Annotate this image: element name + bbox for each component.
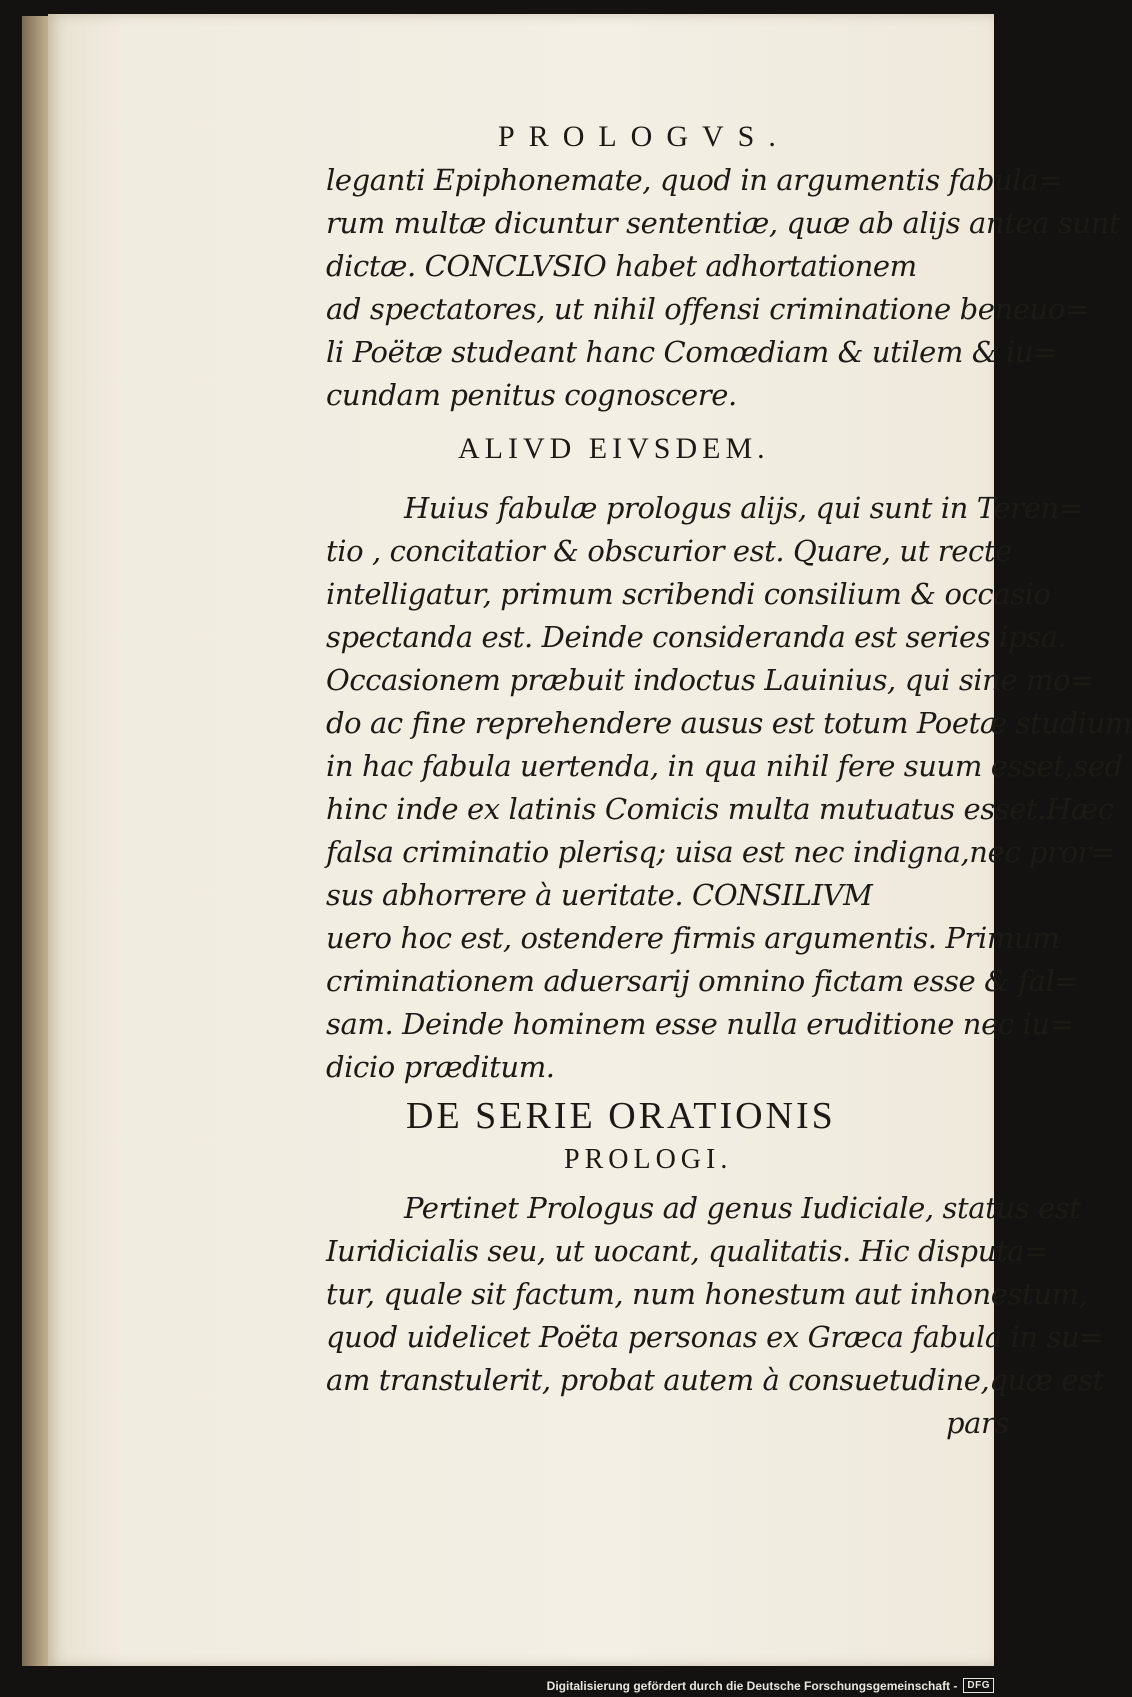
section-heading: ALIVD EIVSDEM. — [458, 432, 770, 465]
text-line: quod uidelicet Poëta personas ex Græca fabula in su= — [326, 1320, 1104, 1354]
text-line: falsa criminatio plerisq; uisa est nec indigna,nec pror= — [326, 835, 1116, 869]
text-line: Pertinet Prologus ad genus Iudiciale, status est — [404, 1191, 1081, 1225]
text-line: Iuridicialis seu, ut uocant, qualitatis. Hic disputa= — [326, 1234, 1049, 1268]
text-line: cundam penitus cognoscere. — [326, 378, 737, 412]
text-line: do ac fine reprehendere ausus est totum Poetæ studium — [326, 706, 1132, 740]
text-line: Occasionem præbuit indoctus Lauinius, qui sine mo= — [326, 663, 1095, 697]
text-line: in hac fabula uertenda, in qua nihil fere suum esset,sed — [326, 749, 1123, 783]
text-line: ad spectatores, ut nihil offensi criminatione beneuo= — [326, 292, 1089, 326]
book-page — [48, 14, 1132, 1666]
text-line: criminationem aduersarij omnino fictam esse & fal= — [326, 964, 1079, 998]
section-subheading: PROLOGI. — [564, 1144, 733, 1175]
text-line: rum multæ dicuntur sententiæ, quæ ab alijs antea sunt — [326, 206, 1121, 240]
text-line: spectanda est. Deinde consideranda est series ipsa. — [326, 620, 1067, 654]
text-line: tur, quale sit factum, num honestum aut inhonestum, — [326, 1277, 1088, 1311]
text-line: tio , concitatior & obscurior est. Quare, ut recte — [326, 534, 1012, 568]
text-line: intelligatur, primum scribendi consilium & occasio — [326, 577, 1051, 611]
text-line: hinc inde ex latinis Comicis multa mutuatus esset.Hæc — [326, 792, 1114, 826]
text-line: leganti Epiphonemate, quod in argumentis fabula= — [326, 163, 1063, 197]
running-head: PROLOGVS. — [498, 120, 790, 153]
text-line: am transtulerit, probat autem à consuetudine,quæ est — [326, 1363, 1104, 1397]
text-line: uero hoc est, ostendere firmis argumentis. Primum — [326, 921, 1060, 955]
text-line: Huius fabulæ prologus alijs, qui sunt in Teren= — [404, 491, 1083, 525]
digitization-credit — [547, 1678, 994, 1693]
catchword: pars — [946, 1406, 1009, 1440]
text-line: dictæ. CONCLVSIO habet adhortationem — [326, 249, 917, 283]
text-line: dicio præditum. — [326, 1050, 555, 1084]
text-line: sam. Deinde hominem esse nulla eruditione nec iu= — [326, 1007, 1074, 1041]
section-heading: DE SERIE ORATIONIS — [406, 1095, 836, 1137]
text-line: li Poëtæ studeant hanc Comœdiam & utilem & iu= — [326, 335, 1058, 369]
scan-top-border — [0, 0, 1000, 14]
footer-text: Digitalisierung gefördert durch die Deutsche Forschungsgemeinschaft - — [546, 1678, 958, 1693]
text-line: sus abhorrere à ueritate. CONSILIVM — [326, 878, 873, 912]
dfg-logo: DFG — [963, 1678, 994, 1693]
